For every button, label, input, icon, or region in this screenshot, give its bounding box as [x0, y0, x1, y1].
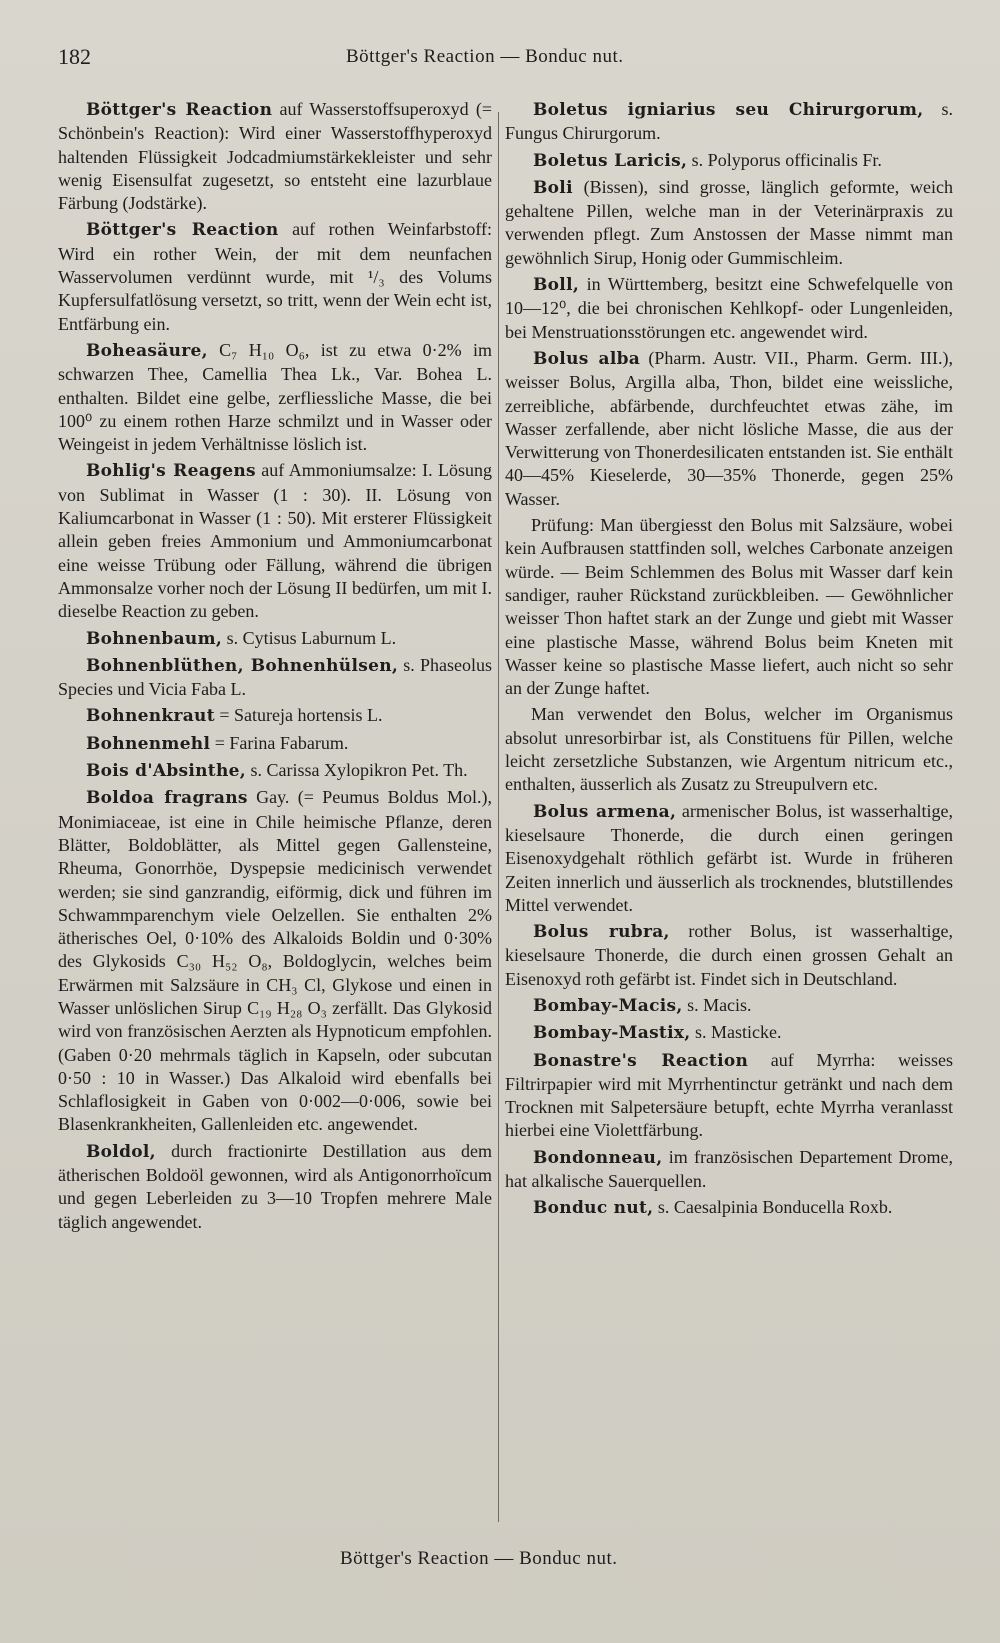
dictionary-entry: [505, 149, 953, 173]
entry-headword: Boll,: [533, 275, 580, 296]
dictionary-entry: [505, 1049, 953, 1143]
entry-text: Gay. (= Peumus Boldus Mol.), Monimiaceae, ist eine in Chile heimische Pflanze, deren Blätter, Boldoblätter, als Mittel gegen Gallensteine, Rheuma, Gonorrhöe, Dyspepsie medicinisch verwendet werden; sie sind ganzrandig, eiförmig, dick und führen im Schwammparenchym viele Oelzellen. Sie enthalten 2% ätherisches Oel, 0·10% des Alkaloids Boldin und 0·30% des Glykosids C₃₀ H₅₂ O₈, Boldoglycin, welches beim Erwärmen mit Salzsäure in CH₃ Cl, Glykose und einen in Wasser unlöslichen Sirup C₁₉ H₂₈ O₃ zerfällt. Das Glykosid wird von französischen Aerzten als Hypnoticum empfohlen. (Gaben 0·20 mehrmals täglich in Kapseln, oder subcutan 0·50 : 10 in Wasser.) Das Alkaloid wird ebenfalls bei Schlaflosigkeit in Gaben von 0·002—0·006, sowie bei Blasenkrankheiten, Gallenleiden etc. angewendet.: [58, 787, 492, 1135]
dictionary-entry: [505, 176, 953, 270]
entry-text: s. Macis.: [682, 994, 752, 1015]
entry-headword: Boldoa fragrans: [86, 788, 248, 809]
page-header: [58, 44, 950, 74]
dictionary-entry: [58, 339, 492, 456]
entry-text: = Farina Fabarum.: [210, 732, 349, 753]
entry-headword: Bohnenkraut: [86, 706, 215, 727]
dictionary-entry: [58, 759, 492, 783]
entry-headword: Bolus armena,: [533, 801, 677, 822]
entry-text: s. Polyporus officinalis Fr.: [687, 149, 882, 170]
entry-headword: Böttger's Reaction: [86, 220, 279, 241]
entry-text: = Satureja hortensis L.: [214, 705, 383, 726]
dictionary-entry: [505, 347, 953, 511]
dictionary-entry: [505, 994, 953, 1018]
dictionary-entry: [505, 273, 953, 344]
right-column: [505, 98, 953, 1224]
entry-headword: Bohnenbaum,: [86, 628, 223, 649]
dictionary-entry: [58, 704, 492, 728]
entry-headword: Boldol,: [86, 1141, 156, 1162]
entry-text: s. Cytisus Laburnum L.: [222, 627, 397, 648]
entry-text: auf Myrrha: weisses Filtrirpapier wird mit Myrrhentinctur getränkt und nach dem Trocknen mit Salpetersäure betupft, echte Myrrha veranlasst hierbei eine Violettfärbung.: [505, 1049, 953, 1141]
dictionary-entry: [505, 703, 953, 796]
entry-text: durch fractionirte Destillation aus dem ätherischen Boldoöl gewonnen, wird als Antigonorrhoïcum und gegen Leberleiden zu 3—10 Tropfen mehrere Male täglich angewendet.: [58, 1140, 492, 1232]
dictionary-entry: [58, 1140, 492, 1234]
entry-headword: Bombay-Macis,: [533, 995, 683, 1016]
dictionary-entry: [505, 800, 953, 917]
entry-headword: Bohnenblüthen, Bohnenhülsen,: [86, 655, 399, 676]
dictionary-entry: [58, 786, 492, 1136]
entry-text: (Bissen), sind grosse, länglich geformte, weich gehaltene Pillen, welche man in der Veterinärpraxis zu verwenden pflegt. Zum Anstossen der Masse nimmt man gewöhnlich Sirup, Honig oder Gummischleim.: [505, 176, 953, 268]
entry-headword: Boli: [533, 177, 573, 198]
entry-headword: Boletus igniarius seu Chirurgorum,: [533, 100, 924, 120]
left-column: [58, 98, 492, 1237]
entry-headword: Bombay-Mastix,: [533, 1023, 691, 1044]
entry-headword: Boheasäure,: [86, 340, 208, 361]
dictionary-entry: [58, 98, 492, 215]
entry-headword: Böttger's Reaction: [86, 100, 273, 120]
entry-headword: Bois d'Absinthe,: [86, 761, 246, 782]
entry-headword: Bohnenmehl: [86, 733, 211, 754]
entry-headword: Bonastre's Reaction: [533, 1050, 749, 1071]
dictionary-entry: [505, 920, 953, 991]
entry-text: auf Ammoniumsalze: I. Lösung von Sublimat in Wasser (1 : 30). II. Lösung von Kaliumcarbonat in Wasser (1 : 50). Mit ersterer Flüssigkeit allein geben freies Ammonium und Ammoniumcarbonat eine weisse Trübung oder Fällung, während die übrigen Ammonsalze vorher noch der Lösung II bedürfen, um mit I. dieselbe Reaction zu geben.: [58, 460, 492, 622]
page-footer: Böttger's Reaction — Bonduc nut.: [340, 1548, 618, 1569]
dictionary-entry: [505, 514, 953, 700]
entry-headword: Boletus Laricis,: [533, 150, 688, 171]
entry-headword: Bolus rubra,: [533, 922, 670, 943]
column-divider: [498, 112, 499, 1522]
entry-text: (Pharm. Austr. VII., Pharm. Germ. III.), weisser Bolus, Argilla alba, Thon, bildet eine weissliche, zerreibliche, abfärbende, durchfeuchtet etwas zähe, im Wasser zerfallende, aber nicht lösliche Masse, die aus der Verwitterung von Thonerdesilicaten entstanden ist. Sie enthält 40—45% Kieselerde, 30—35% Thonerde, gegen 25% Wasser.: [505, 347, 954, 509]
dictionary-entry: [58, 732, 492, 756]
dictionary-entry: [505, 1146, 953, 1194]
dictionary-entry: [58, 218, 492, 335]
entry-headword: Bohlig's Reagens: [86, 461, 256, 482]
entry-headword: Bondonneau,: [533, 1147, 663, 1168]
entry-headword: Bolus alba: [533, 348, 641, 369]
dictionary-entry: [505, 98, 953, 146]
entry-text: s. Phaseolus Species und Vicia Faba L.: [58, 654, 492, 700]
entry-text: auf rothen Weinfarbstoff: Wird ein rother Wein, der mit dem neunfachen Wasservolumen verdünnt wurde, mit ¹/₃ des Volums Kupfersulfatlösung versetzt, so tritt, wenn der Wein echt ist, Entfärbung ein.: [58, 219, 492, 334]
entry-text: s. Fungus Chirurgorum.: [505, 99, 953, 144]
entry-text: rother Bolus, ist wasserhaltige, kieselsaure Thonerde, die durch einen grossen Gehalt an Eisenoxyd roth gefärbt ist. Findet sich in Deutschland.: [505, 921, 953, 989]
entry-text: s. Masticke.: [690, 1022, 782, 1043]
entry-text: Man verwendet den Bolus, welcher im Organismus absolut unresorbirbar ist, als Constituens für Pillen, welche leicht zersetzliche Substanzen, wie Argentum nitricum etc., enthalten, äusserlich als Zusatz zu Streupulvern etc.: [505, 704, 953, 795]
entry-text: Prüfung: Man übergiesst den Bolus mit Salzsäure, wobei kein Aufbrausen stattfinden soll, welches Carbonate anzeigen würde. — Beim Schlemmen des Bolus mit Wasser darf kein sandiger, rauher Rückstand zurückbleiben. — Gewöhnlicher weisser Thon haftet stark an der Zunge und giebt mit Wasser eine plastische Masse, während Bolus beim Kneten mit Wasser keine so plastische Masse liefert, auch nicht so sehr an der Zunge haftet.: [505, 515, 953, 699]
entry-text: armenischer Bolus, ist wasserhaltige, kieselsaure Thonerde, die durch einen geringen Eisenoxydgehalt röthlich gefärbt ist. Wurde in früheren Zeiten innerlich und äusserlich als trocknendes, blutstillendes Mittel verwendet.: [505, 800, 953, 915]
running-title: Böttger's Reaction — Bonduc nut.: [346, 46, 624, 67]
dictionary-entry: [505, 1021, 953, 1045]
dictionary-entry: [58, 627, 492, 651]
entry-text: C₇ H₁₀ O₆, ist zu etwa 0·2% im schwarzen Thee, Camellia Thea Lk., Var. Bohea L. enthalten. Bildet eine gelbe, zerfliessliche Masse, die bei 100⁰ zu einem rothen Harze schmilzt und in Wasser oder Weingeist in jedem Verhältnisse löslich ist.: [58, 339, 492, 455]
entry-headword: Bonduc nut,: [533, 1198, 654, 1219]
dictionary-entry: [505, 1196, 953, 1220]
entry-text: s. Carissa Xylopikron Pet. Th.: [245, 760, 468, 781]
entry-text: auf Wasserstoffsuperoxyd (= Schönbein's Reaction): Wird einer Wasserstoffhyperoxyd haltenden Flüssigkeit Jodcadmiumstärkekleister und sehr wenig Eisensulfat zugesetzt, so entsteht eine lazurblaue Färbung (Jodstärke).: [58, 99, 492, 214]
dictionary-entry: [58, 459, 492, 623]
entry-text: in Württemberg, besitzt eine Schwefelquelle von 10—12⁰, die bei chronischen Kehlkopf- oder Lungenleiden, bei Menstruationsstörungen etc. angewendet wird.: [505, 274, 953, 342]
entry-text: im französischen Departement Drome, hat alkalische Sauerquellen.: [505, 1146, 953, 1192]
page-number: 182: [58, 44, 91, 69]
dictionary-entry: [58, 654, 492, 702]
entry-text: s. Caesalpinia Bonducella Roxb.: [653, 1197, 893, 1218]
